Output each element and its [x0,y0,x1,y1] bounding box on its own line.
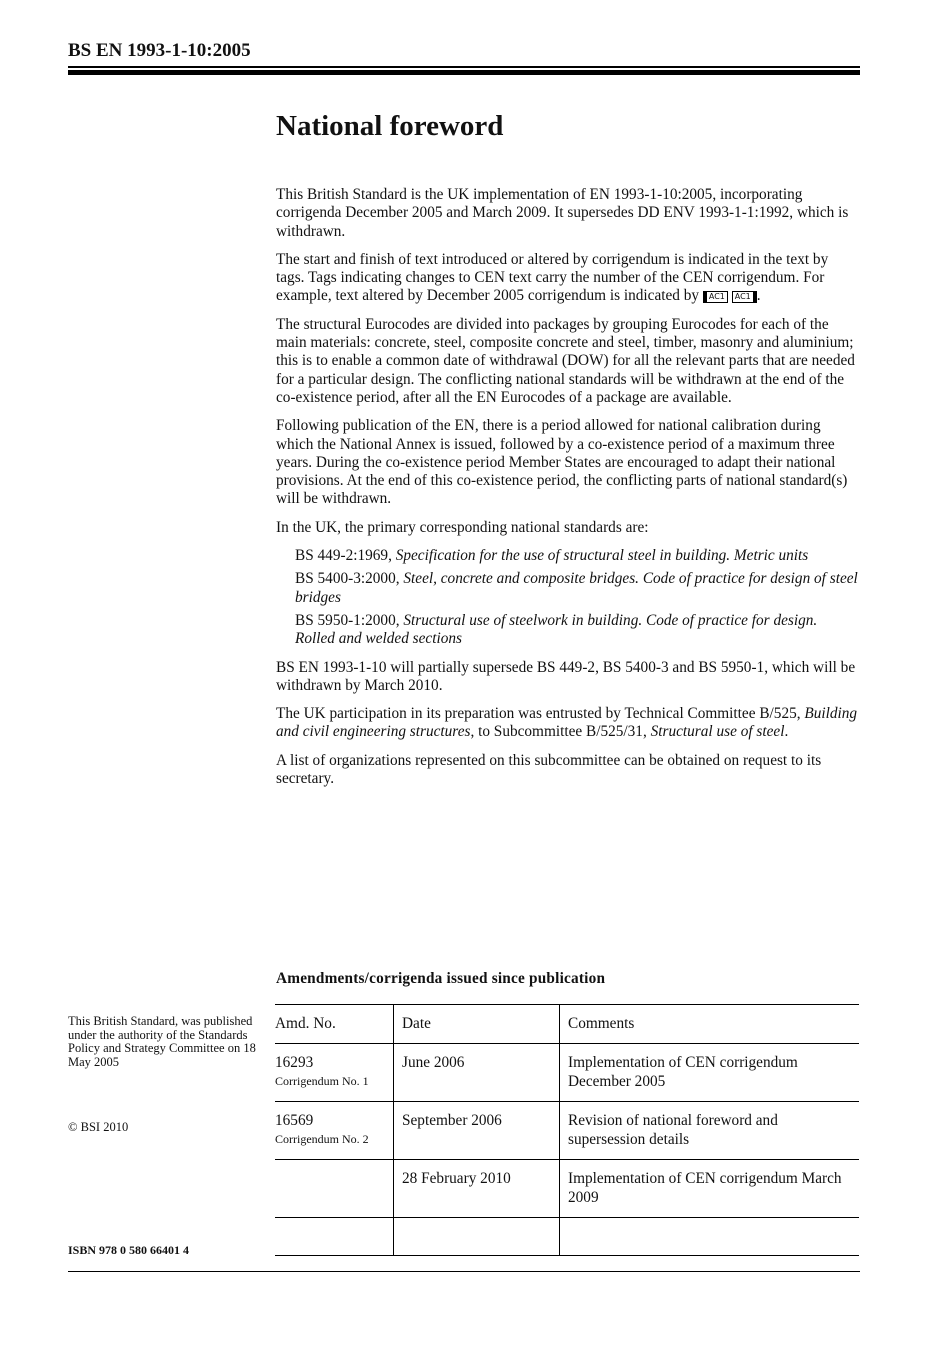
date-cell: 28 February 2010 [394,1160,560,1218]
amd-no: 16569 [275,1112,314,1129]
corrigendum-label: Corrigendum No. 1 [275,1074,369,1088]
standard-code: BS 5400-3:2000, [295,570,400,588]
subcommittee-title: Structural use of steel [650,723,785,741]
standard-code: BS 5950-1:2000, [295,611,400,629]
comment-cell: Implementation of CEN corrigendum December 2005 [560,1044,860,1102]
isbn: ISBN 978 0 580 66401 4 [68,1243,190,1257]
paragraph-implementation: This British Standard is the UK implementation of EN 1993-1-10:2005, incorporating corrigenda December 2005 and March 2009. It supersedes DD ENV 1993-1-1:1992, which is withdrawn. [276,186,849,240]
copyright-notice: © BSI 2010 [68,1120,129,1134]
empty-cell [394,1218,560,1256]
date-cell: September 2006 [394,1102,560,1160]
empty-cell [560,1218,860,1256]
standard-code: BS 449-2:1969, [295,547,392,565]
paragraph-participation [276,705,860,742]
amd-no: 16293 [275,1054,314,1071]
corrigendum-label: Corrigendum No. 2 [275,1132,369,1146]
table-row [275,1044,859,1102]
paragraph-calibration: Following publication of the EN, there is a period allowed for national calibration during which the National Annex is issued, followed by a co-existence period of a maximum three years. During the co-existence period Member States are encouraged to adapt their national provisions. At the end of this co-existence period, the conflicting parts of national standard(s) will be withdrawn. [276,417,848,508]
amd-no-cell [275,1044,394,1102]
standard-title: Steel, concrete and composite bridges. Code of practice for design of steel bridges [295,570,858,606]
standard-item [295,612,860,649]
comment-cell: Revision of national foreword and supersession details [560,1102,860,1160]
publication-note: This British Standard, was published under the authority of the Standards Policy and Strategy Committee on 18 May 2005 [68,1014,256,1069]
header-rule-thick [68,70,860,75]
tag-close-icon: AC1 [732,291,757,303]
header-rule-thin [68,66,860,68]
standard-title: Structural use of steelwork in building. Code of practice for design. Rolled and welded sections [295,611,818,648]
paragraph-organizations: A list of organizations represented on this subcommittee can be obtained on request to its secretary. [276,751,822,788]
table-header-row [275,1005,859,1044]
empty-cell [275,1218,394,1256]
column-header-amd-no: Amd. No. [275,1005,394,1044]
paragraph-supersede: BS EN 1993-1-10 will partially supersede BS 449-2, BS 5400-3 and BS 5950-1, which will be withdrawn by March 2010. [276,658,856,694]
paragraph-tags-end: . [756,287,761,305]
table-row [275,1102,859,1160]
date-cell: June 2006 [394,1044,560,1102]
document-code: BS EN 1993-1-10:2005 [68,40,251,61]
participation-text-a: The UK participation in its preparation was entrusted by Technical Committee B/525, [276,705,801,723]
table-row [275,1160,859,1218]
participation-text-c: , to Subcommittee B/525/31, [470,723,647,741]
amendments-table [275,1004,859,1256]
standard-item [295,547,860,565]
paragraph-tags [276,251,860,306]
standard-item [295,570,860,607]
page-title: National foreword [276,110,504,142]
standard-title: Specification for the use of structural steel in building. Metric units [395,547,809,565]
column-header-date: Date [394,1005,560,1044]
column-header-comments: Comments [560,1005,860,1044]
comment-cell: Implementation of CEN corrigendum March 2009 [560,1160,860,1218]
committee-title: Building and civil engineering structures [276,705,858,741]
participation-text-e: . [784,723,789,741]
paragraph-packages: The structural Eurocodes are divided into packages by grouping Eurocodes for each of the main materials: concrete, steel, composite concrete and steel, timber, masonry and aluminium; this is to enable a common date of withdrawal (DOW) for all the relevant parts that are needed for a particular design. The conflicting national standards will be withdrawn at the end of the co-existence period, after all the EN Eurocodes of a package are available. [276,315,855,406]
amd-no-cell [275,1160,394,1218]
footer-rule [68,1271,860,1272]
paragraph-uk-standards-intro: In the UK, the primary corresponding national standards are: [276,518,649,536]
amd-no-cell [275,1102,394,1160]
table-row [275,1218,859,1256]
tag-open-icon: AC1 [703,291,728,303]
amendments-heading: Amendments/corrigenda issued since publication [276,970,606,987]
paragraph-tags-text: The start and finish of text introduced or altered by corrigendum is indicated in the text by tags. Tags indicating changes to CEN text carry the number of the CEN corrigendum. For example, text altered by December 2005 corrigendum is indicated by [276,250,829,305]
foreword-body [276,186,860,798]
